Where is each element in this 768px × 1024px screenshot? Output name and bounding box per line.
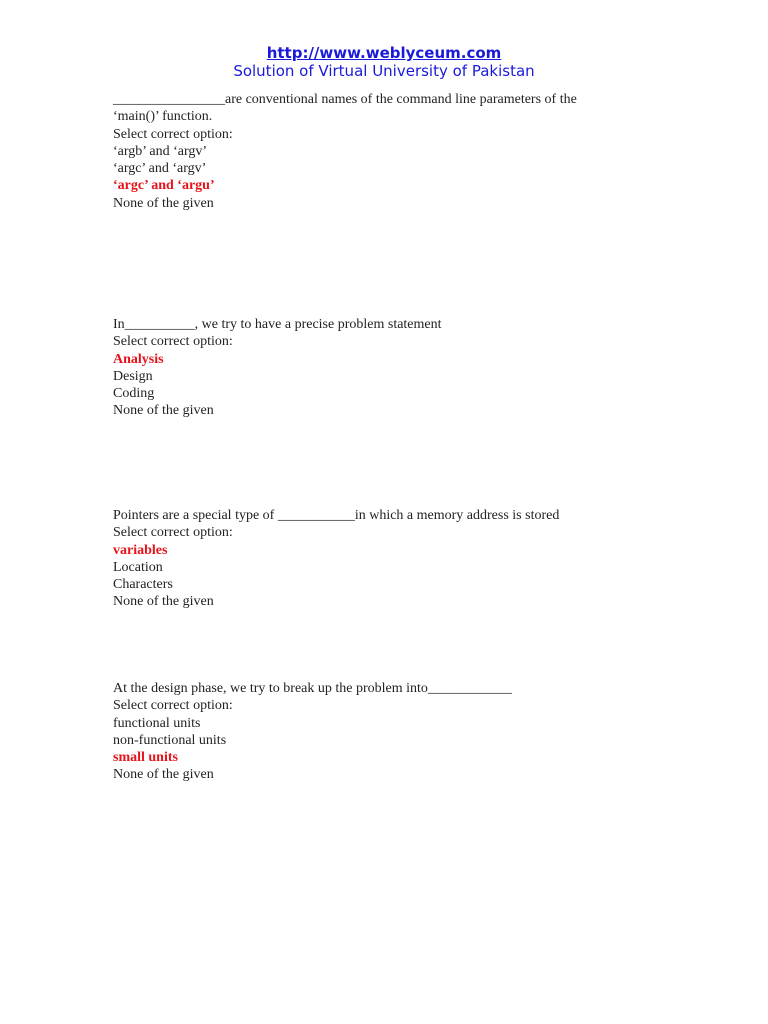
answer-option: None of the given — [113, 767, 214, 783]
question-3 — [113, 507, 633, 611]
correct-answer-option: ‘argc’ and ‘argu’ — [113, 178, 215, 194]
question-4 — [113, 680, 633, 784]
answer-option: non-functional units — [113, 732, 227, 748]
select-prompt: Select correct option: — [113, 126, 233, 142]
correct-answer-option: variables — [113, 542, 168, 558]
answer-option: Design — [113, 368, 153, 384]
answer-option: None of the given — [113, 195, 214, 211]
question-stem-line: Pointers are a special type of ___________in which a memory address is stored — [113, 508, 560, 523]
question-stem-line: ‘main()’ function. — [113, 109, 213, 125]
select-prompt: Select correct option: — [113, 334, 233, 350]
select-prompt: Select correct option: — [113, 525, 233, 541]
answer-option: Characters — [113, 577, 173, 593]
answer-option: ‘argb’ and ‘argv’ — [113, 143, 208, 159]
answer-option: Coding — [113, 386, 155, 402]
question-stem-line: At the design phase, we try to break up the problem into____________ — [113, 681, 512, 696]
question-stem-line: ________________are conventional names of the command line parameters of the — [113, 92, 577, 107]
question-2 — [113, 316, 633, 420]
question-stem-line: In__________, we try to have a precise problem statement — [113, 317, 442, 332]
select-prompt: Select correct option: — [113, 698, 233, 714]
question-1 — [113, 91, 633, 212]
answer-option: Location — [113, 559, 163, 575]
answer-option: functional units — [113, 715, 201, 731]
correct-answer-option: small units — [113, 750, 178, 766]
correct-answer-option: Analysis — [113, 351, 164, 367]
document-header — [0, 44, 768, 80]
answer-option: ‘argc’ and ‘argv’ — [113, 161, 207, 177]
answer-option: None of the given — [113, 594, 214, 610]
website-link[interactable]: http://www.weblyceum.com — [266, 44, 502, 62]
answer-option: None of the given — [113, 403, 214, 419]
document-subtitle: Solution of Virtual University of Pakistan — [233, 62, 535, 80]
